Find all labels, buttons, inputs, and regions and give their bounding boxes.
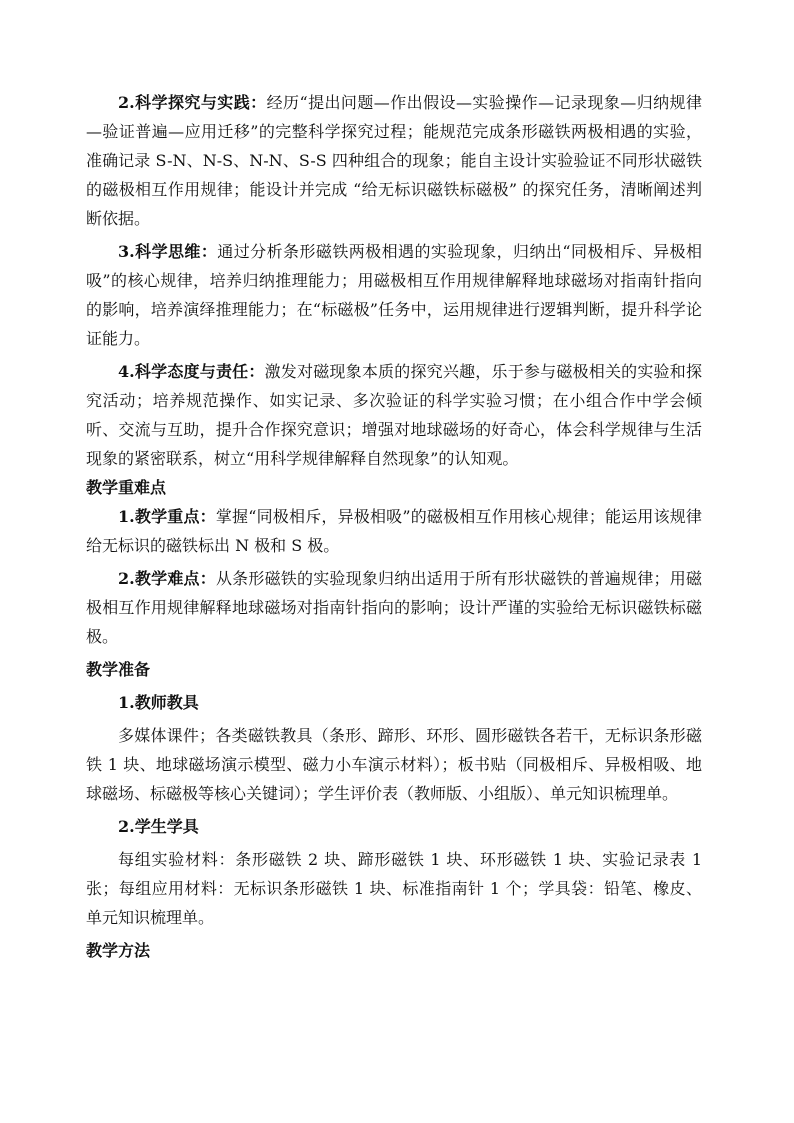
section-heading-preparation: 教学准备 (86, 660, 151, 679)
teaching-difficulty (86, 564, 702, 651)
teaching-difficulty-lead: 2.教学难点： (118, 569, 216, 588)
teaching-focus-text: 掌握“同极相斥，异极相吸”的磁极相互作用核心规律；能运用该规律给无标识的磁铁标出 N 极和 S 极。 (86, 507, 702, 555)
goal-science-thinking-lead: 3.科学思维： (118, 242, 218, 261)
document-page (86, 88, 702, 965)
goal-science-practice-text: 经历“提出问题—作出假设—实验操作—记录现象—归纳规律—验证普遍—应用迁移”的完整科学探究过程；能规范完成条形磁铁两极相遇的实验，准确记录 S-N、N-S、N-N、S-S 四种组合的现象；能自主设计实验验证不同形状磁铁的磁极相互作用规律；能设计并完成 “给无标识磁铁标磁极” 的探究任务，清晰阐述判断依据。 (86, 93, 702, 228)
goal-science-attitude-lead: 4.科学态度与责任： (118, 362, 265, 381)
goal-science-practice-lead: 2.科学探究与实践： (118, 93, 267, 112)
section-heading-keypoints: 教学重难点 (86, 478, 167, 497)
student-tools-text: 每组实验材料：条形磁铁 2 块、蹄形磁铁 1 块、环形磁铁 1 块、实验记录表 1 张；每组应用材料：无标识条形磁铁 1 块、标准指南针 1 个；学具袋：铅笔、橡皮、单元知识梳理单。 (86, 850, 702, 927)
teacher-tools-text: 多媒体课件；各类磁铁教具（条形、蹄形、环形、圆形磁铁各若干，无标识条形磁铁 1 块、地球磁场演示模型、磁力小车演示材料）；板书贴（同极相斥、异极相吸、地球磁场、标磁极等核心关键词）；学生评价表（教师版、小组版）、单元知识梳理单。 (86, 726, 702, 803)
goal-science-thinking (86, 237, 702, 353)
goal-science-thinking-text: 通过分析条形磁铁两极相遇的实验现象，归纳出“同极相斥、异极相吸”的核心规律，培养归纳推理能力；用磁极相互作用规律解释地球磁场对指南针指向的影响，培养演绎推理能力；在“标磁极”任务中，运用规律进行逻辑判断，提升科学论证能力。 (86, 242, 702, 348)
goal-science-attitude (86, 357, 702, 473)
teaching-difficulty-text: 从条形磁铁的实验现象归纳出适用于所有形状磁铁的普遍规律；用磁极相互作用规律解释地球磁场对指南针指向的影响；设计严谨的实验给无标识磁铁标磁极。 (86, 569, 702, 646)
teaching-focus-lead: 1.教学重点： (118, 507, 216, 526)
goal-science-practice (86, 88, 702, 233)
teaching-focus (86, 502, 702, 560)
student-tools-heading: 2.学生学具 (118, 817, 199, 836)
section-heading-methods: 教学方法 (86, 941, 151, 960)
goal-science-attitude-text: 激发对磁现象本质的探究兴趣，乐于参与磁极相关的实验和探究活动；培养规范操作、如实记录、多次验证的科学实验习惯；在小组合作中学会倾听、交流与互助，提升合作探究意识；增强对地球磁场的好奇心，体会科学规律与生活现象的紧密联系，树立“用科学规律解释自然现象”的认知观。 (86, 362, 702, 468)
teacher-tools-heading: 1.教师教具 (118, 693, 199, 712)
